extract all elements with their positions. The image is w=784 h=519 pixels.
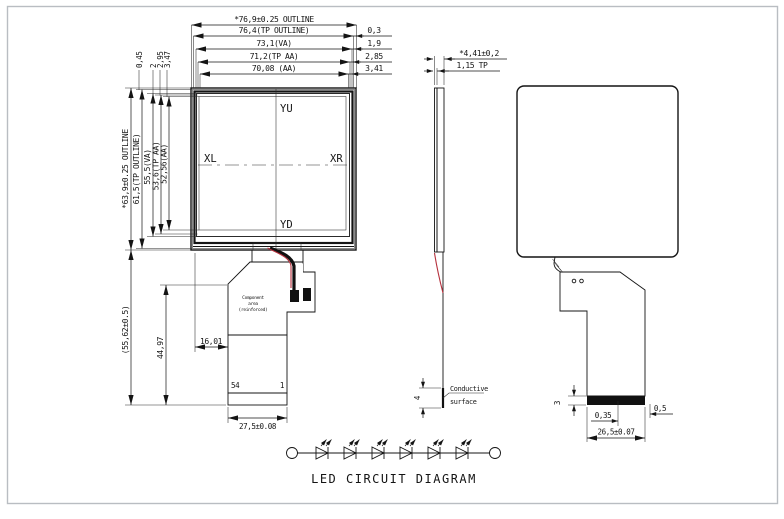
led-terminal-left xyxy=(287,448,298,459)
dim-aa-height: 52,56(AA) xyxy=(159,144,169,184)
front-view xyxy=(121,15,392,431)
led-icon xyxy=(344,440,360,460)
conductive-label-1: Conductive xyxy=(450,385,488,393)
dim-aa-width: 70,08 (AA) xyxy=(251,64,297,73)
side-top-dimensions xyxy=(424,49,507,85)
axis-label-xl: XL xyxy=(204,153,217,165)
back-fold-tab xyxy=(554,257,561,272)
wire-red xyxy=(268,248,292,288)
offset-2-95: 2,95 xyxy=(156,51,165,68)
back-tail xyxy=(560,272,645,396)
dim-total-height: (55,62±0.5) xyxy=(121,305,130,355)
dim-end-margin: 0,5 xyxy=(653,404,667,413)
alignment-hole-1 xyxy=(572,279,576,283)
component-note-2: area xyxy=(248,302,258,307)
dim-tail-offset: 16,01 xyxy=(199,337,223,346)
offset-3-47: 3,47 xyxy=(163,51,172,68)
dim-va-height: 55,5(VA) xyxy=(143,149,152,185)
pin-label-54: 54 xyxy=(231,381,240,390)
wire-black xyxy=(270,248,294,290)
led-icon xyxy=(372,440,388,460)
dim-va-width: 73,1(VA) xyxy=(256,39,292,48)
back-dimensions xyxy=(553,385,673,442)
active-area-rect xyxy=(199,97,346,231)
back-view xyxy=(517,86,678,442)
led-icon xyxy=(428,440,444,460)
side-lcd-layer xyxy=(437,88,444,252)
back-body xyxy=(517,86,678,257)
page-frame xyxy=(8,7,778,504)
touch-panel-rect xyxy=(193,90,355,249)
offset-2: 2 xyxy=(149,63,158,68)
dim-offset-0-3: 0,3 xyxy=(367,26,381,35)
dim-tp-aa-width: 71,2(TP AA) xyxy=(249,52,299,61)
back-connector-strip xyxy=(587,396,645,405)
dim-offset-1-9: 1,9 xyxy=(367,39,381,48)
pin-label-1: 1 xyxy=(279,381,284,390)
component-note-1: Component xyxy=(242,296,264,301)
dim-offset-2-85: 2,85 xyxy=(365,52,383,61)
offset-0-45: 0,45 xyxy=(135,51,144,68)
component-block-2 xyxy=(303,288,311,301)
side-bend-red xyxy=(435,253,444,293)
dim-offset-3-41: 3,41 xyxy=(365,64,383,73)
axis-label-yd: YD xyxy=(280,219,293,231)
dim-thickness: *4,41±0,2 xyxy=(459,49,499,58)
component-note-3: (reinforced) xyxy=(238,308,268,313)
dim-outline-height: *63,9±0.25 OUTLINE xyxy=(121,129,130,209)
front-left-dimensions xyxy=(121,52,199,250)
dim-tp-outline-width: 76,4(TP OUTLINE) xyxy=(238,26,310,35)
dim-pin-pitch: 0,35 xyxy=(594,411,612,420)
bezel-rect xyxy=(195,92,353,244)
connector-hatch xyxy=(228,393,287,405)
side-view xyxy=(413,49,507,418)
side-bottom-dimensions xyxy=(413,378,488,418)
axis-label-xr: XR xyxy=(330,153,343,165)
led-circuit-diagram xyxy=(287,440,501,487)
led-terminal-right xyxy=(490,448,501,459)
dim-conductive-height: 4 xyxy=(413,395,422,401)
dim-tail-height: 44,97 xyxy=(156,336,165,360)
dim-tp-aa-height: 53,6(TP AA) xyxy=(151,141,161,191)
led-icon xyxy=(456,440,472,460)
axis-label-yu: YU xyxy=(280,103,293,115)
dim-tail-width: 27,5±0.08 xyxy=(238,422,277,431)
dim-tp-outline-height: 61,5(TP OUTLINE) xyxy=(132,133,141,205)
component-block-1 xyxy=(290,290,299,302)
front-tail-dimensions xyxy=(121,250,287,431)
conductive-label-2: surface xyxy=(450,398,477,406)
front-top-dimensions xyxy=(192,15,393,88)
panel-outline-rect xyxy=(191,88,356,250)
led-icon xyxy=(400,440,416,460)
dim-outline-width: *76,9±0.25 OUTLINE xyxy=(234,15,314,24)
dim-strip-height: 3 xyxy=(553,400,562,406)
led-icon xyxy=(316,440,332,460)
fpc-tail xyxy=(228,243,315,405)
dim-connector-width: 26,5±0.07 xyxy=(597,427,635,437)
alignment-hole-2 xyxy=(580,279,584,283)
dim-tp-thickness: 1,15 TP xyxy=(456,61,488,70)
led-diagram-title: LED CIRCUIT DIAGRAM xyxy=(311,472,477,486)
